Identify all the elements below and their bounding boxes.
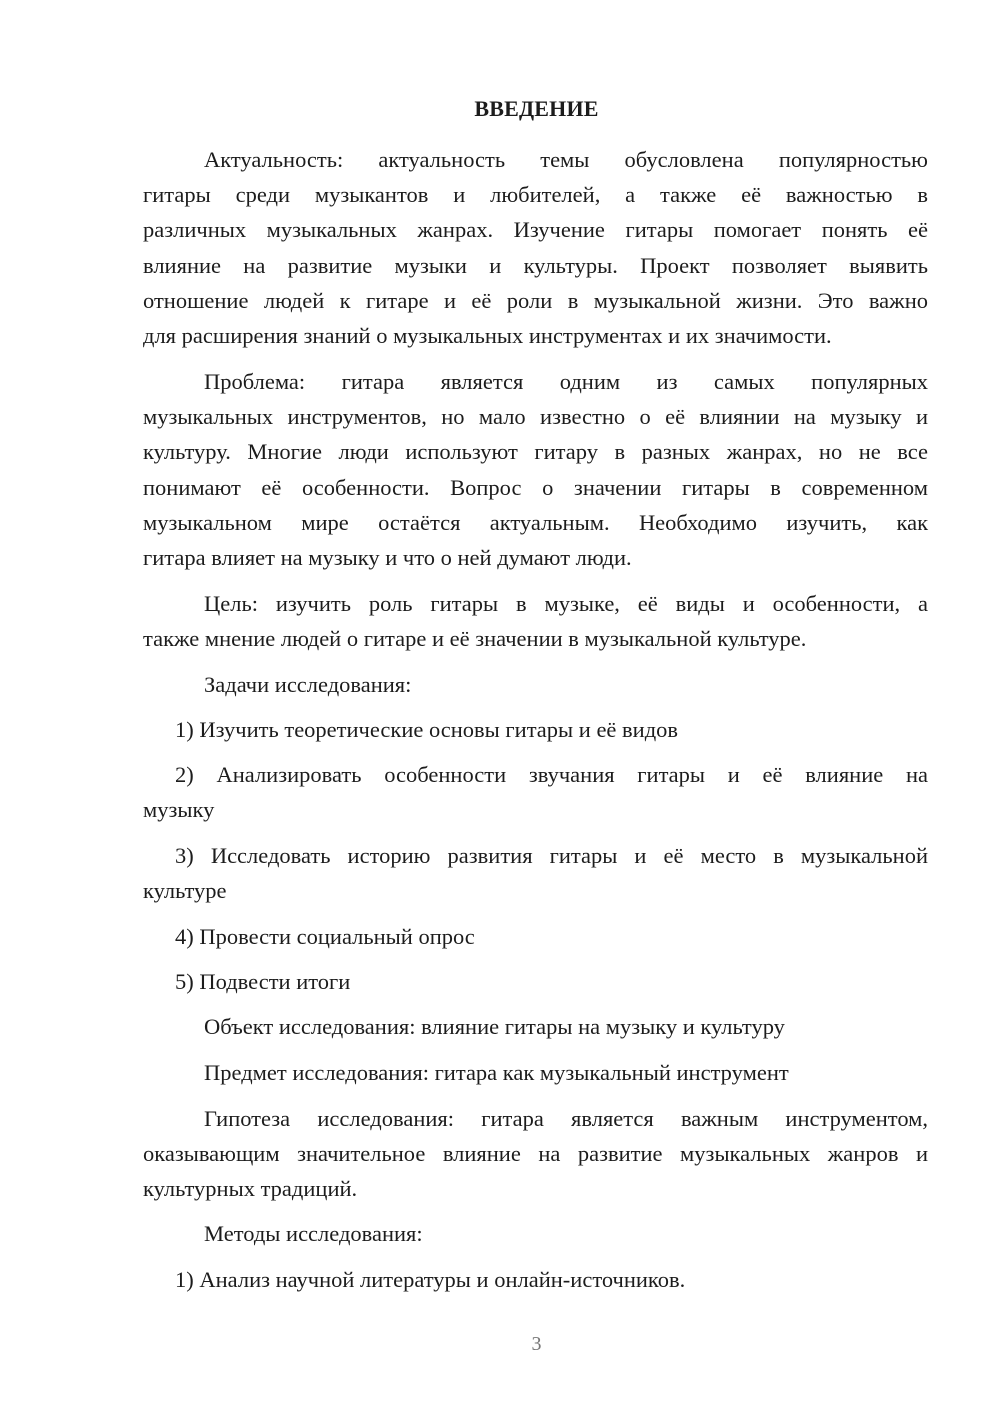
problem-paragraph: [143, 364, 928, 575]
relevance-paragraph: [143, 142, 928, 353]
task-item: [143, 838, 928, 908]
method-item: 1) Анализ научной литературы и онлайн-источников.: [175, 1267, 686, 1292]
paragraph-line: Гипотеза исследования: гитара является важным инструментом,: [204, 1106, 928, 1131]
paragraph-line: понимают её особенности. Вопрос о значении гитары в современном: [143, 474, 928, 500]
paragraph-line: также мнение людей о гитаре и её значении в музыкальной культуре.: [143, 626, 807, 652]
methods-heading: Методы исследования:: [204, 1221, 423, 1246]
paragraph-line: музыкальных инструментов, но мало известно о её влиянии на музыку и: [143, 404, 928, 430]
paragraph-line: музыкальном мире остаётся актуальным. Необходимо изучить, как: [143, 509, 928, 535]
page-title: ВВЕДЕНИЕ: [474, 96, 599, 121]
paragraph-line: для расширения знаний о музыкальных инструментах и их значимости.: [143, 322, 832, 348]
research-object: Объект исследования: влияние гитары на музыку и культуру: [204, 1014, 785, 1039]
task-item: [143, 757, 928, 827]
paragraph-line: Цель: изучить роль гитары в музыке, её виды и особенности, а: [204, 591, 928, 616]
hypothesis-paragraph: [143, 1101, 928, 1207]
goal-paragraph: [143, 586, 928, 656]
task-item: 4) Провести социальный опрос: [175, 924, 475, 949]
paragraph-line: культуру. Многие люди используют гитару в разных жанрах, но не все: [143, 439, 928, 465]
paragraph-line: Проблема: гитара является одним из самых популярных: [204, 369, 928, 394]
task-item-line: 2) Анализировать особенности звучания гитары и её влияние на: [175, 762, 928, 787]
task-item-line: культуре: [143, 878, 227, 904]
task-item: 5) Подвести итоги: [175, 969, 351, 994]
task-item: 1) Изучить теоретические основы гитары и её видов: [175, 717, 679, 742]
paragraph-line: гитара влияет на музыку и что о ней думают люди.: [143, 544, 632, 570]
paragraph-line: гитары среди музыкантов и любителей, а также её важностью в: [143, 182, 928, 208]
page-number: 3: [531, 1333, 542, 1355]
paragraph-line: влияние на развитие музыки и культуры. Проект позволяет выявить: [143, 252, 928, 278]
research-subject: Предмет исследования: гитара как музыкальный инструмент: [204, 1060, 789, 1085]
paragraph-line: отношение людей к гитаре и её роли в музыкальной жизни. Это важно: [143, 287, 928, 313]
tasks-heading: Задачи исследования:: [204, 672, 412, 697]
paragraph-line: Актуальность: актуальность темы обусловлена популярностью: [204, 147, 928, 172]
task-item-line: музыку: [143, 797, 215, 823]
paragraph-line: культурных традиций.: [143, 1176, 358, 1202]
paragraph-line: различных музыкальных жанрах. Изучение гитары помогает понять её: [143, 217, 928, 243]
paragraph-line: оказывающим значительное влияние на развитие музыкальных жанров и: [143, 1141, 928, 1167]
task-item-line: 3) Исследовать историю развития гитары и её место в музыкальной: [175, 843, 928, 868]
